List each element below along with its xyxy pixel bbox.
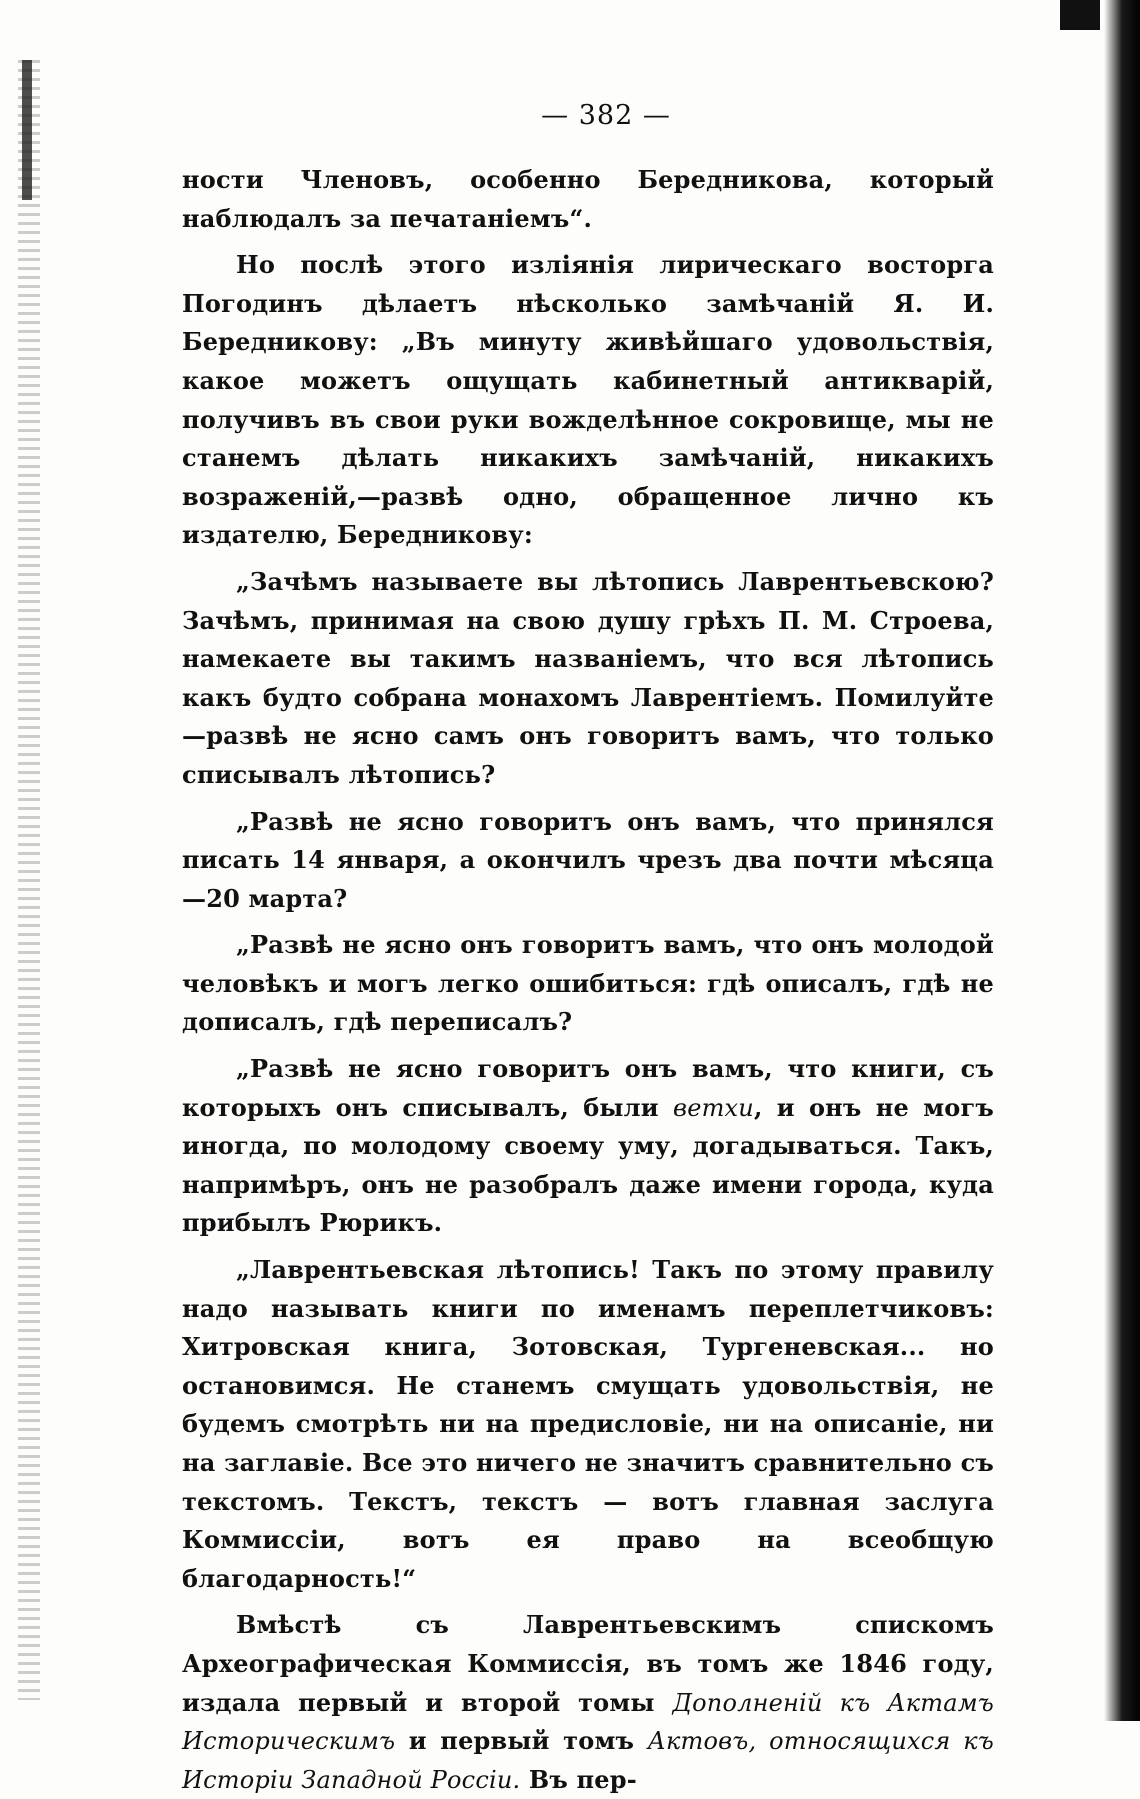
paragraph-pogodin-remarks: Но послѣ этого изліянія лирическаго восторга Погодинъ дѣлаетъ нѣсколько замѣчаній Я. И. Бередникову: „Въ минуту живѣйшаго удовольствія, какое можетъ ощущать кабинетный антикварій, получивъ въ свои руки вожделѣнное сокровище, мы не станемъ дѣлать никакихъ замѣчаній, никакихъ возраженій,—развѣ одно, обращенное лично къ издателю, Бередникову: bbox=[182, 250, 994, 550]
paragraph-quote-january: „Развѣ не ясно говоритъ онъ вамъ, что принялся писать 14 января, а окончилъ чрезъ два почти мѣсяца—20 марта? bbox=[182, 806, 994, 913]
scan-right-edge-shadow bbox=[1080, 0, 1140, 1721]
paragraph-quote-young-man: „Развѣ не ясно онъ говоритъ вамъ, что онъ молодой человѣкъ и могъ легко ошибиться: гдѣ описалъ, гдѣ не дописалъ, гдѣ переписалъ? bbox=[182, 930, 994, 1037]
italic-word: ветхи bbox=[673, 1093, 754, 1122]
scan-top-right-mark bbox=[1060, 0, 1100, 30]
scan-left-edge-artifact bbox=[18, 60, 40, 1700]
paragraph-quote-lavrentiev: „Зачѣмъ называете вы лѣтопись Лаврентьевскою? Зачѣмъ, принимая на свою душу грѣхъ П. М. Строева, намекаете вы такимъ названіемъ, что вся лѣтопись какъ будто собрана монахомъ Лаврентіемъ. Помилуйте—развѣ не ясно самъ онъ говоритъ вамъ, что только списывалъ лѣтопись? bbox=[182, 566, 994, 789]
paragraph-quote-text-merit: „Лаврентьевская лѣтопись! Такъ по этому правилу надо называть книги по именамъ переплетчиковъ: Хитровская книга, Зотовская, Тургеневская... но остановимся. Не станемъ смущать удовольствія, не будемъ смотрѣть ни на предисловіе, ни на описаніе, ни на заглавіе. Все это ничего не значитъ сравнительно съ текстомъ. Текстъ, текстъ — вотъ главная заслуга Коммиссіи, вотъ ея право на всеобщую благодарность!“ bbox=[182, 1255, 994, 1593]
text-span: Въ пер- bbox=[520, 1764, 637, 1794]
page-number: — 382 — bbox=[541, 100, 671, 131]
text-span: , и онъ не могъ иногда, по молодому своему уму, догадываться. Такъ, напримѣръ, онъ не разобралъ даже имени города, куда прибылъ Рюрикъ. bbox=[182, 1092, 995, 1238]
text-span: Вмѣстѣ съ Лаврентьевскимъ спискомъ Археографическая Коммиссія, въ томъ же 1846 году, издала первый и второй томы bbox=[182, 1610, 994, 1717]
text-span: „Развѣ не ясно говоритъ онъ вамъ, что книги, съ которыхъ онъ списывалъ, были bbox=[182, 1054, 994, 1122]
text-span: и первый томъ bbox=[395, 1726, 648, 1756]
italic-book-title: Дополненій къ Актамъ Историческимъ bbox=[182, 1688, 995, 1756]
italic-book-title: Актовъ, относящихся къ Исторіи Западной Россіи. bbox=[182, 1727, 994, 1794]
paragraph-quote-old-books bbox=[182, 1050, 994, 1243]
paragraph-continuation: ности Членовъ, особенно Бередникова, который наблюдалъ за печатаніемъ“. bbox=[182, 165, 994, 233]
scan-left-edge-mark bbox=[22, 60, 32, 200]
paragraph-commission-publications bbox=[182, 1606, 994, 1799]
book-page bbox=[182, 100, 994, 1799]
